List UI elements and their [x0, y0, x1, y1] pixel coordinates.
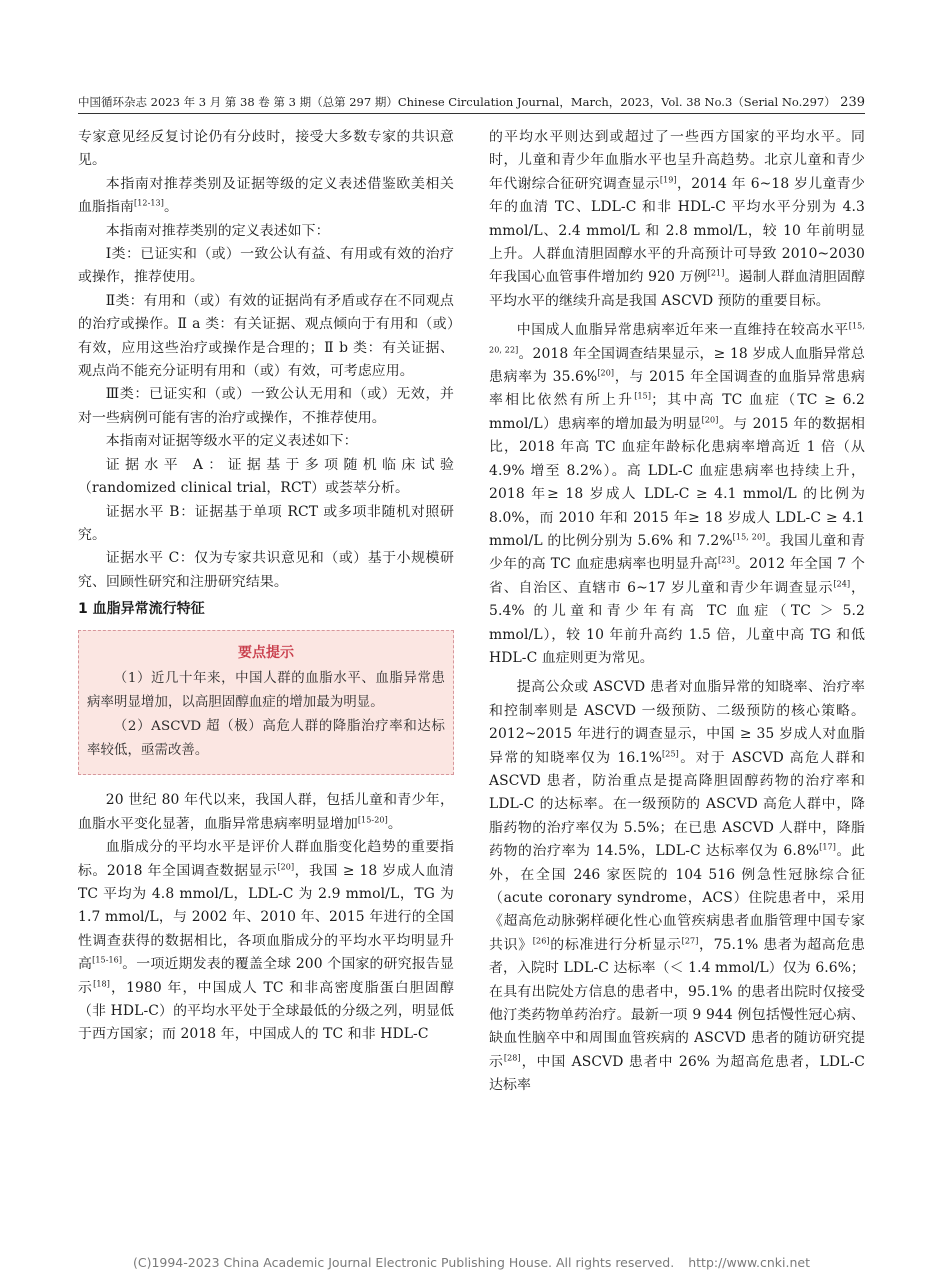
left-column — [78, 126, 454, 1047]
citation: [21] — [707, 268, 725, 278]
text: ，75.1% 患者为超高危患者，入院时 LDL-C 达标率（＜ 1.4 mmol/L）仅为 6.6%；在具有出院处方信息的患者中，95.1% 的患者出院时仅接受他汀类药物单药治疗。最新一项 9 944 例包括慢性冠心病、缺血性脑卒中和周围血管疾病的 ASCVD 患者的随访研究提示 — [489, 936, 865, 1070]
citation: [26] — [532, 936, 550, 946]
text: 血脂成分的平均水平是评价人群血脂变化趋势的重要指标。2018 年全国调查数据显示 — [78, 839, 454, 879]
text: 20 世纪 80 年代以来，我国人群，包括儿童和青少年，血脂水平变化显著，血脂异常患病率明显增加 — [78, 792, 454, 832]
citation: [23] — [717, 555, 735, 565]
citation: [17] — [819, 842, 836, 852]
text: 中国成人血脂异常患病率近年来一直维持在较高水平 — [516, 322, 849, 339]
paragraph: 证据水平 B：证据基于单项 RCT 或多项非随机对照研究。 — [78, 503, 454, 543]
citation: [28] — [503, 1053, 521, 1063]
text: 的平均水平则达到或超过了一些西方国家的平均水平。同时，儿童和青少年血脂水平也呈升高趋势。北京儿童和青少年代谢综合征研究调查显示 — [489, 129, 865, 192]
citation: [27] — [681, 936, 699, 946]
citation: [20] — [597, 368, 615, 378]
paragraph — [78, 173, 454, 220]
key-point-item: （1）近几十年来，中国人群的血脂水平、血脂异常患病率明显增加，以高胆固醇血症的增加最为明显。 — [87, 671, 445, 710]
paragraph: 本指南对证据等级水平的定义表述如下： — [105, 433, 358, 450]
citation: [25] — [662, 748, 679, 758]
text: 。此外，在全国 246 家医院的 104 516 例急性冠脉综合征（acute coronary syndrome，ACS）住院患者中，采用《超高危动脉粥样硬化性心血管疾病患者血脂管理中国专家共识》 — [489, 843, 865, 953]
footer-link[interactable]: http://www.cnki.net — [688, 1255, 811, 1270]
citation: [19] — [659, 175, 677, 185]
citation: [15] — [634, 391, 652, 401]
running-header — [78, 94, 865, 110]
text: 提高公众或 ASCVD 患者对血脂异常的知晓率、治疗率和控制率则是 ASCVD 一级预防、二级预防的核心策略。2012~2015 年进行的调查显示，中国 ≥ 35 岁成人对血脂异常的知晓率仅为 16.1% — [489, 679, 865, 766]
text: 。一项近期发表的覆盖全球 200 个国家的研究报告显示 — [78, 956, 454, 996]
paragraph: 证据水平 C：仅为专家共识意见和（或）基于小规模研究、回顾性研究和注册研究结果。 — [78, 550, 454, 590]
right-column — [489, 126, 865, 1098]
citation: [20] — [277, 861, 295, 871]
text: 。遏制人群血清胆固醇平均水平的继续升高是我国 ASCVD 预防的重要目标。 — [489, 269, 865, 309]
paragraph: Ⅲ类：已证实和（或）一致公认无用和（或）无效，并对一些病例可能有害的治疗或操作，不推荐使用。 — [78, 386, 454, 426]
paragraph: 本指南对推荐类别的定义表述如下： — [105, 222, 330, 239]
paragraph — [489, 126, 865, 313]
text: ，中国 ASCVD 患者中 26% 为超高危患者，LDL-C 达标率 — [489, 1053, 865, 1094]
citation: [20] — [701, 415, 719, 425]
citation: [15-16] — [92, 955, 123, 965]
paragraph: Ⅱ类：有用和（或）有效的证据尚有矛盾或存在不同观点的治疗或操作。Ⅱ a 类：有关证据、观点倾向于有用和（或）有效，应用这些治疗或操作是合理的；Ⅱ b 类：有关证据、观点尚不能充分证明有用和（或）有效，可考虑应用。 — [78, 292, 454, 380]
text: ，2014 年 6~18 岁儿童青少年的血清 TC、LDL-C 和非 HDL-C 平均水平分别为 4.3 mmol/L、2.4 mmol/L 和 2.8 mmol/L，较 10 年前明显上升。人群血清胆固醇水平的升高预计可导致 2010~2030 年我国心血管事件增加约 920 万例 — [489, 175, 865, 286]
paragraph — [489, 319, 865, 670]
paragraph: 专家意见经反复讨论仍有分歧时，接受大多数专家的共识意见。 — [78, 129, 454, 169]
page-number: 239 — [840, 95, 865, 110]
paragraph — [78, 836, 454, 1047]
text: 的标准进行分析显示 — [549, 936, 682, 953]
key-point-item: （2）ASCVD 超（极）高危人群的降脂治疗率和达标率较低，亟需改善。 — [87, 718, 445, 758]
text: 。2012 年全国 7 个省、自治区、直辖市 6~17 岁儿童和青少年调查显示 — [489, 556, 865, 596]
text: 。2018 年全国调查结果显示，≥ 18 岁成人血脂异常总患病率为 35.6% — [489, 345, 865, 386]
text: ，我国 ≥ 18 岁成人血清 TC 平均为 4.8 mmol/L，LDL-C 为 2.9 mmol/L，TG 为 1.7 mmol/L，与 2002 年、2010 年、2015 年进行的全国性调查获得的数据相比，各项血脂成分的平均水平均明显升高 — [78, 862, 454, 973]
header-rule — [78, 113, 865, 114]
copyright-notice: (C)1994-2023 China Academic Journal Electronic Publishing House. All rights reserved. — [132, 1255, 675, 1270]
paragraph — [78, 789, 454, 836]
citation: [24] — [833, 579, 851, 589]
section-heading: 1 血脂异常流行特征 — [78, 601, 205, 618]
text: ，与 2015 年全国调查的血脂异常患病率相比依然有所上升 — [489, 369, 866, 409]
journal-info: 中国循环杂志 2023 年 3 月 第 38 卷 第 3 期（总第 297 期）Chinese Circulation Journal，March，2023，Vol. 38 No.3（Serial No.297） — [78, 95, 836, 109]
key-points-box — [78, 630, 454, 775]
text: ，5.4% 的儿童和青少年有高 TC 血症（TC ＞ 5.2 mmol/L），较 10 年前升高约 1.5 倍，儿童中高 TG 和低 HDL-C 血症则更为常见。 — [489, 579, 865, 666]
paragraph: Ⅰ类：已证实和（或）一致公认有益、有用或有效的治疗或操作，推荐使用。 — [78, 246, 454, 286]
text: ，1980 年，中国成人 TC 和非高密度脂蛋白胆固醇（非 HDL-C）的平均水平处于全球最低的分级之列，明显低于西方国家；而 2018 年，中国成人的 TC 和非 HDL-C — [78, 979, 454, 1043]
text: 。 — [163, 199, 178, 216]
citation: [15, 20] — [732, 532, 766, 542]
citation: [15, 20, 22] — [489, 321, 865, 355]
paragraph: 证据水平 A：证据基于多项随机临床试验（randomized clinical trial，RCT）或荟萃分析。 — [78, 456, 454, 497]
text: 。我国儿童和青少年的高 TC 血症患病率也明显升高 — [489, 532, 865, 573]
text: ；其中高 TC 血症（TC ≥ 6.2 mmol/L）患病率的增加最为明显 — [489, 392, 865, 432]
text: 本指南对推荐类别及证据等级的定义表述借鉴欧美相关血脂指南 — [78, 175, 454, 216]
key-points-title: 要点提示 — [238, 645, 294, 662]
citation: [12-13] — [133, 198, 164, 208]
page-footer — [0, 1255, 943, 1270]
text: 。 — [387, 815, 402, 832]
citation: [15-20] — [357, 815, 388, 825]
citation: [18] — [93, 978, 110, 988]
text: 。对于 ASCVD 高危人群和 ASCVD 患者，防治重点是提高降胆固醇药物的治疗率和 LDL-C 的达标率。在一级预防的 ASCVD 高危人群中，降脂药物的治疗率仅为 5.5%；在已患 ASCVD 人群中，降脂药物的治疗率为 14.5%，LDL-C 达标率仅为 6.8% — [489, 749, 865, 860]
paragraph — [489, 676, 865, 1097]
text: 。与 2015 年的数据相比，2018 年高 TC 血症年龄标化患病率增高近 1 倍（从 4.9% 增至 8.2%）。高 LDL-C 血症患病率也持续上升，2018 年≥ 18 岁成人 LDL-C ≥ 4.1 mmol/L 的比例为 8.0%，而 2010 年和 2015 年≥ 18 岁成人 LDL-C ≥ 4.1 mmol/L 的比例分别为 5.6% 和 7.2% — [489, 415, 865, 549]
